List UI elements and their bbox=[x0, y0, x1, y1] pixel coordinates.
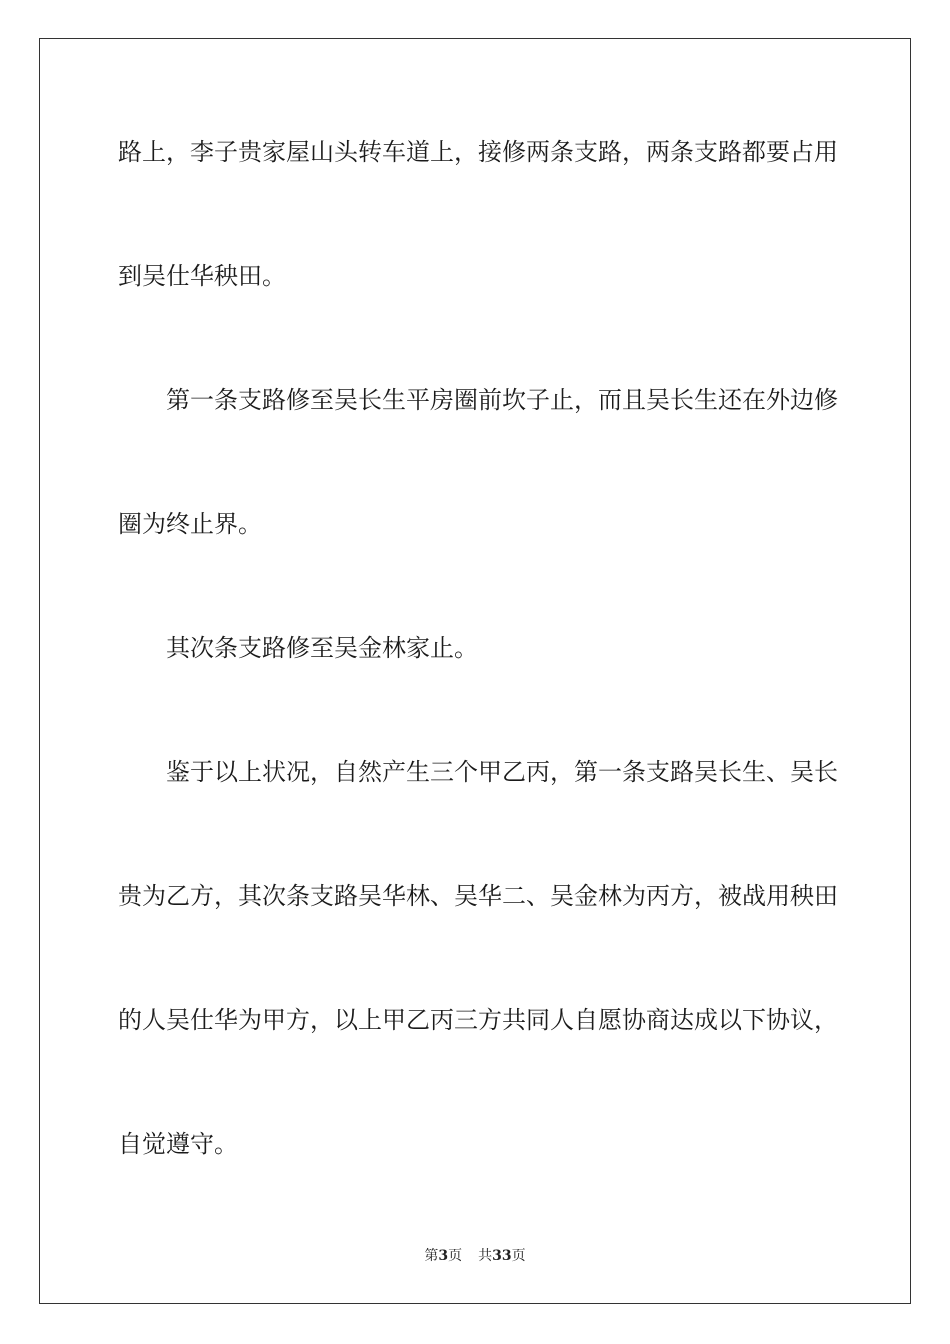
paragraph-line-7: 贵为乙方，其次条支路吴华林、吴华二、吴金林为丙方，被战用秧田 bbox=[118, 882, 838, 910]
page-border bbox=[39, 38, 911, 1304]
total-pages: 33 bbox=[492, 1248, 512, 1264]
paragraph-line-3: 第一条支路修至吴长生平房圈前坎子止，而且吴长生还在外边修 bbox=[166, 386, 838, 414]
paragraph-line-9: 自觉遵守。 bbox=[118, 1130, 238, 1158]
paragraph-line-1: 路上，李子贵家屋山头转车道上，接修两条支路，两条支路都要占用 bbox=[118, 138, 838, 166]
paragraph-line-6: 鉴于以上状况，自然产生三个甲乙丙，第一条支路吴长生、吴长 bbox=[166, 758, 838, 786]
paragraph-line-4: 圈为终止界。 bbox=[118, 510, 262, 538]
page-prefix: 第 bbox=[424, 1248, 439, 1264]
page-suffix: 页 bbox=[448, 1248, 463, 1264]
paragraph-line-5: 其次条支路修至吴金林家止。 bbox=[166, 634, 478, 662]
total-suffix: 页 bbox=[511, 1248, 526, 1264]
page-footer bbox=[0, 1247, 950, 1265]
page-number: 3 bbox=[438, 1248, 449, 1264]
paragraph-line-8: 的人吴仕华为甲方，以上甲乙丙三方共同人自愿协商达成以下协议， bbox=[118, 1006, 838, 1034]
paragraph-line-2: 到吴仕华秧田。 bbox=[118, 262, 286, 290]
total-prefix: 共 bbox=[478, 1248, 493, 1264]
